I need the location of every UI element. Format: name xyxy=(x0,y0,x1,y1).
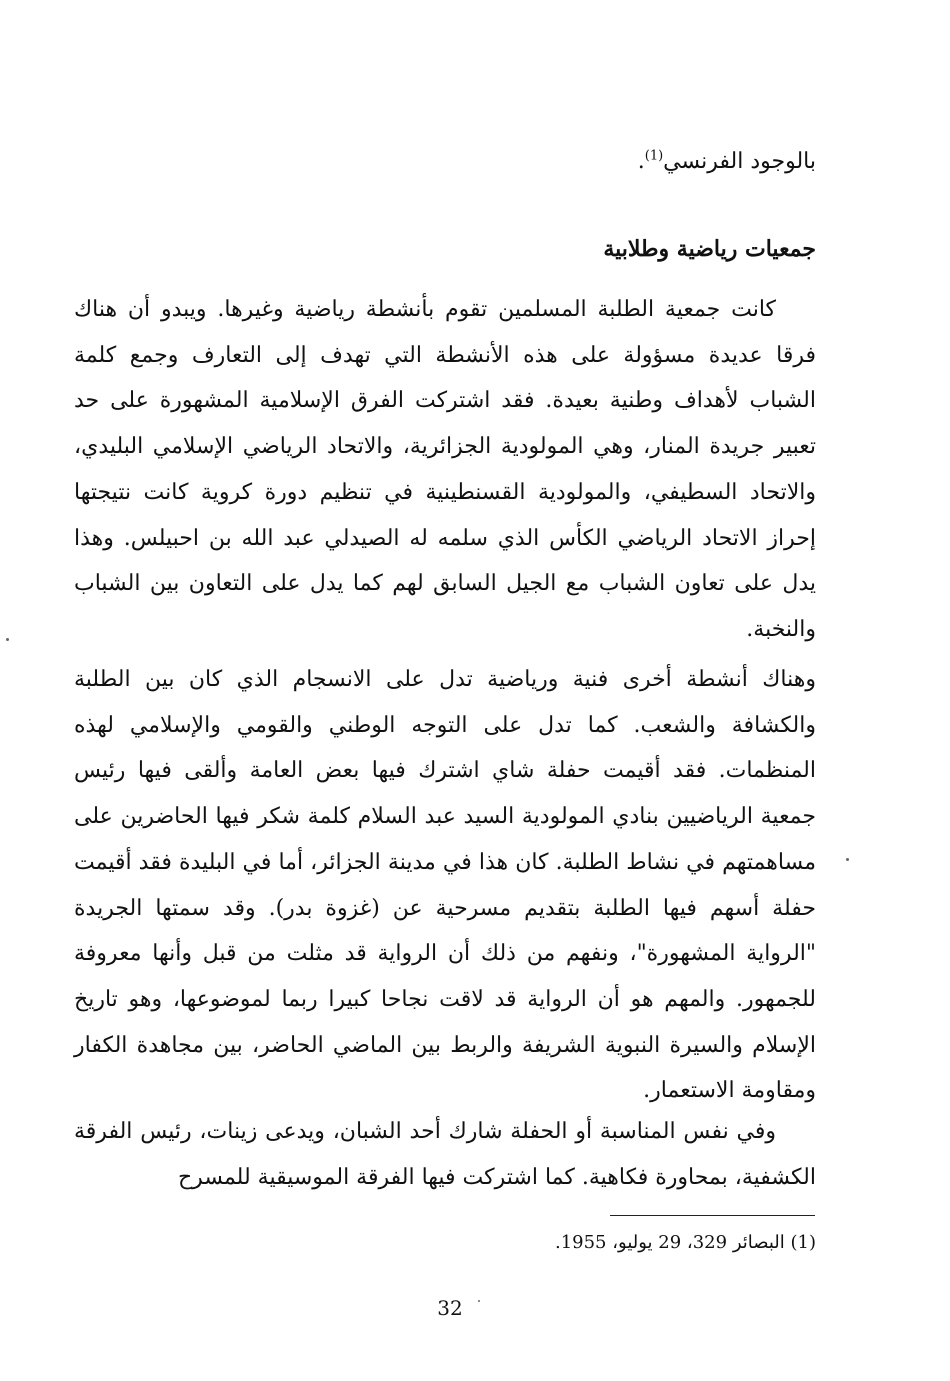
paragraph-3-text: وفي نفس المناسبة أو الحفلة شارك أحد الشبان، ويدعى زينات، رئيس الفرقة الكشفية، بمحاورة فكاهية. كما اشتركت فيها الفرقة الموسيقية للمسرح xyxy=(74,1119,816,1190)
paragraph-2 xyxy=(74,657,816,1114)
paragraph-2-text: وهناك أنشطة أخرى فنية ورياضية تدل على الانسجام الذي كان بين الطلبة والكشافة والشعب. كما تدل على التوجه الوطني والقومي والإسلامي لهذه المنظمات. فقد أقيمت حفلة شاي اشترك فيها بعض العامة وألقى فيها رئيس جمعية الرياضيين بنادي المولودية السيد عبد السلام كلمة شكر فيها الحاضرين على مساهمتهم في نشاط الطلبة. كان هذا في مدينة الجزائر، أما في البليدة فقد أقيمت حفلة أسهم فيها الطلبة بتقديم مسرحية عن (غزوة بدر). وقد سمتها الجريدة "الرواية المشهورة"، ونفهم من ذلك أن الرواية قد مثلت من قبل وأنها معروفة للجمهور. والمهم هو أن الرواية قد لاقت نجاحا كبيرا ربما لموضوعها، وهو تاريخ الإسلام والسيرة النبوية الشريفة والربط بين الماضي الحاضر، بين مجاهدة الكفار ومقاومة الاستعمار. xyxy=(74,667,816,1104)
scan-speck xyxy=(846,858,849,861)
footnote-reference: (1) xyxy=(644,148,664,164)
scan-speck xyxy=(6,638,9,641)
footnote: (1) البصائر 329، 29 يوليو، 1955. xyxy=(554,1232,816,1253)
paragraph-3 xyxy=(74,1109,816,1200)
footnote-separator xyxy=(610,1215,815,1216)
opening-line-text: بالوجود الفرنسي xyxy=(663,149,816,174)
paragraph-1-text: كانت جمعية الطلبة المسلمين تقوم بأنشطة رياضية وغيرها. ويبدو أن هناك فرقا عديدة مسؤولة على هذه الأنشطة التي تهدف إلى التعارف وجمع كلمة الشباب لأهداف وطنية بعيدة. فقد اشتركت الفرق الإسلامية المشهورة على حد تعبير جريدة المنار، وهي المولودية الجزائرية، والاتحاد الرياضي الإسلامي البليدي، والاتحاد السطيفي، والمولودية القسنطينية في تنظيم دورة كروية كانت نتيجتها إحراز الاتحاد الرياضي الكأس الذي سلمه له الصيدلي عبد الله بن احبيلس. وهذا يدل على تعاون الشباب مع الجيل السابق لهم كما يدل على التعاون بين الشباب والنخبة. xyxy=(74,297,816,642)
section-heading: جمعيات رياضية وطلابية xyxy=(603,236,816,262)
page-number: 32 xyxy=(437,1296,463,1320)
paragraph-1 xyxy=(74,287,816,653)
opening-line-end: . xyxy=(637,149,645,174)
opening-line xyxy=(74,142,816,182)
scan-speck xyxy=(478,1300,480,1302)
